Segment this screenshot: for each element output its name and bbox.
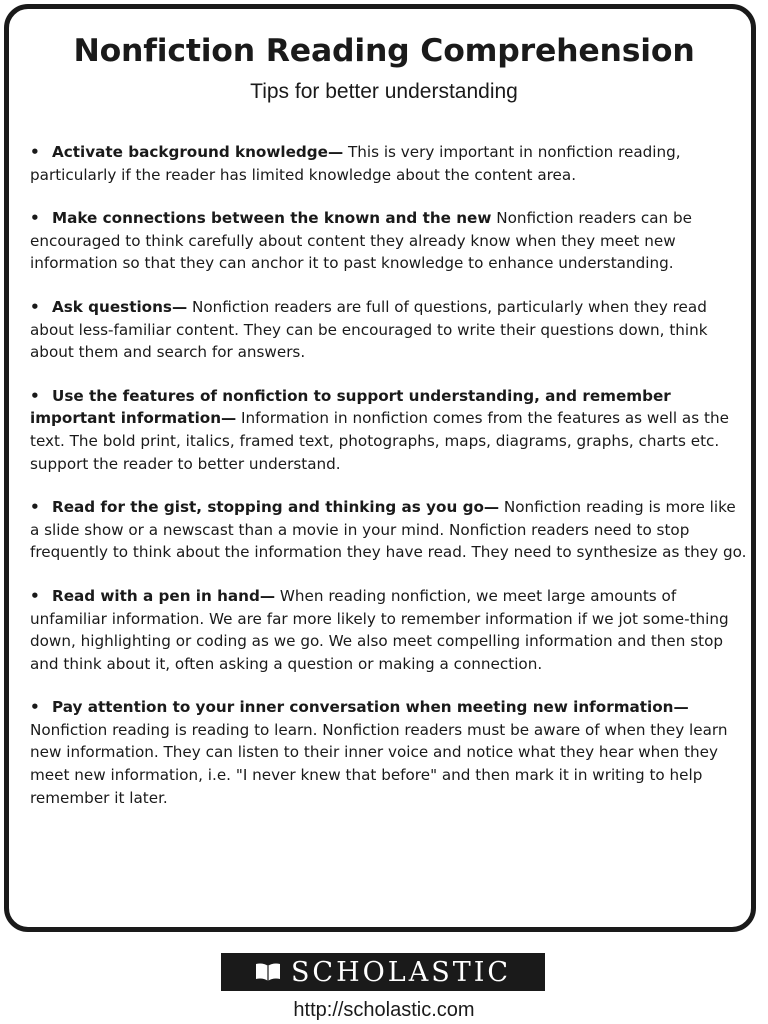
tip-item xyxy=(30,207,748,275)
tip-heading: Use the features of nonfiction to support understanding, and remember important information— xyxy=(30,386,671,428)
tip-body: This is very important in nonfiction reading, particularly if the reader has limited knowledge about the content area. xyxy=(30,143,681,184)
open-book-icon xyxy=(255,962,281,982)
tip-item xyxy=(30,296,748,364)
tip-item xyxy=(30,385,748,475)
tip-item xyxy=(30,496,748,564)
bullet: • xyxy=(30,209,40,228)
tip-item xyxy=(30,696,748,809)
bullet: • xyxy=(30,498,40,517)
tip-heading: Read with a pen in hand— xyxy=(52,586,276,605)
logo-wordmark: SCHOLASTIC xyxy=(290,956,512,988)
tip-body: Nonfiction readers can be encouraged to think carefully about content they already know when they meet new information so that they can anchor it to past knowledge to enhance understanding. xyxy=(30,209,692,273)
tip-body: Nonfiction reading is reading to learn. Nonfiction readers must be aware of when they learn new information. They can listen to their inner voice and notice what they hear when they meet new information, i.e. "I never knew that before" and then mark it in writing to help remember it later. xyxy=(30,720,728,807)
bullet: • xyxy=(30,698,40,717)
tips-list xyxy=(30,141,748,830)
tip-heading: Make connections between the known and the new xyxy=(52,209,492,228)
tip-body: Information in nonfiction comes from the features as well as the text. The bold print, italics, framed text, photographs, maps, diagrams, graphs, charts etc. support the reader to better understand. xyxy=(30,409,729,473)
tip-heading: Pay attention to your inner conversation when meeting new information— xyxy=(52,698,689,717)
tip-item xyxy=(30,585,748,675)
bullet: • xyxy=(30,297,40,316)
bullet: • xyxy=(30,143,40,161)
tip-body: Nonfiction readers are full of questions, particularly when they read about less-familiar content. They can be encouraged to write their questions down, think about them and search for answers. xyxy=(30,297,708,362)
page-subtitle: Tips for better understanding xyxy=(250,80,518,103)
tip-heading: Activate background knowledge— xyxy=(52,143,344,161)
bullet: • xyxy=(30,586,40,605)
tip-body: Nonfiction reading is more like a slide show or a newscast than a movie in your mind. Nonfiction readers need to stop frequently to think about the information they have read. They need to synthesize as they go. xyxy=(30,498,747,562)
bullet: • xyxy=(30,386,40,405)
tip-body: When reading nonfiction, we meet large amounts of unfamiliar information. We are far more likely to remember information if we jot some-thing down, highlighting or coding as we go. We also meet compelling information and then stop and think about it, often asking a question or making a connection. xyxy=(30,586,729,673)
tip-heading: Ask questions— xyxy=(52,297,188,316)
scholastic-logo xyxy=(221,953,545,991)
tip-item xyxy=(30,141,748,186)
website-url[interactable]: http://scholastic.com xyxy=(293,999,475,1021)
page-title: Nonfiction Reading Comprehension xyxy=(73,33,695,69)
tip-heading: Read for the gist, stopping and thinking as you go— xyxy=(52,498,500,517)
